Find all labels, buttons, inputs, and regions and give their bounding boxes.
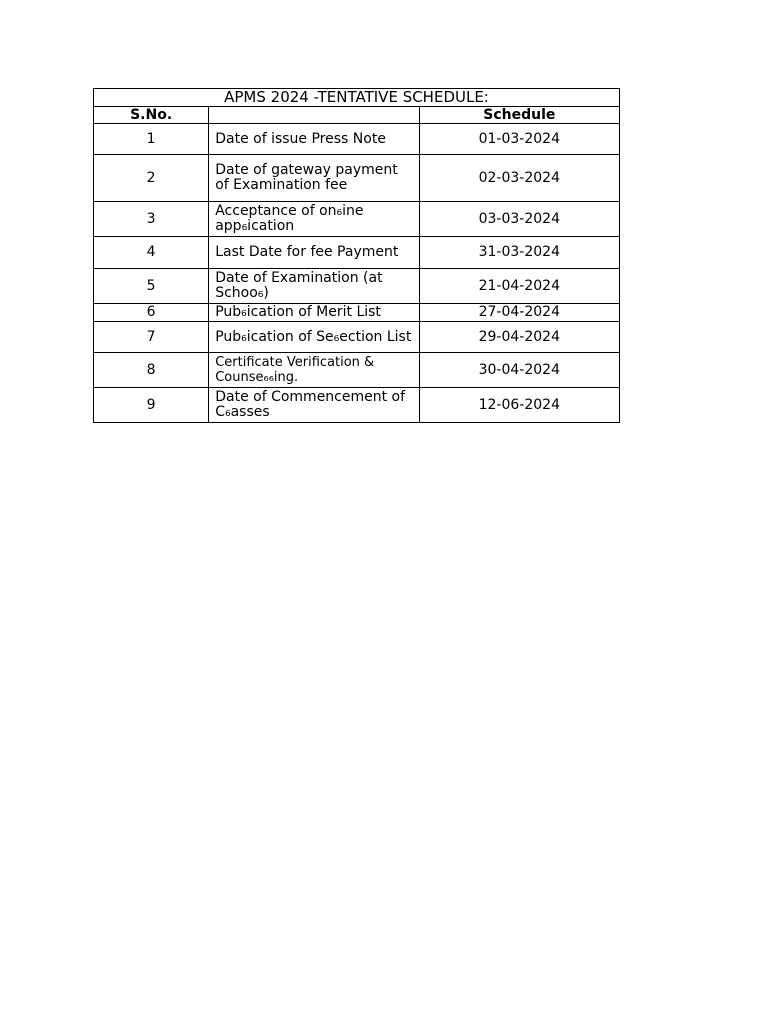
row-date: 29-04-2024 [419,322,619,353]
row-sno: 4 [94,237,209,269]
table-row [94,269,620,304]
header-sno: S.No. [94,107,209,124]
row-sno: 3 [94,202,209,237]
table-row [94,155,620,202]
table-row [94,353,620,388]
table-row [94,304,620,322]
row-sno: 1 [94,124,209,155]
table-title: APMS 2024 -TENTATIVE SCHEDULE: [94,89,620,107]
row-date: 01-03-2024 [419,124,619,155]
row-date: 03-03-2024 [419,202,619,237]
row-date: 02-03-2024 [419,155,619,202]
table-row [94,322,620,353]
row-date: 27-04-2024 [419,304,619,322]
row-event: Date of issue Press Note [209,124,419,155]
row-sno: 9 [94,388,209,423]
row-event: Date of gateway payment of Examination fee [209,155,419,202]
row-sno: 5 [94,269,209,304]
row-event: Last Date for fee Payment [209,237,419,269]
row-sno: 7 [94,322,209,353]
table-row [94,388,620,423]
row-event: Acceptance of on₆ine app₆ication [209,202,419,237]
row-sno: 8 [94,353,209,388]
row-event: Pub₆ication of Se₆ection List [209,322,419,353]
row-date: 30-04-2024 [419,353,619,388]
table-row [94,124,620,155]
row-event: Date of Examination (at Schoo₆) [209,269,419,304]
header-row [94,107,620,124]
table-row [94,237,620,269]
row-event: Date of Commencement of C₆asses [209,388,419,423]
row-sno: 6 [94,304,209,322]
header-event [209,107,419,124]
row-date: 21-04-2024 [419,269,619,304]
schedule-table [93,88,620,423]
header-schedule: Schedule [419,107,619,124]
row-sno: 2 [94,155,209,202]
row-date: 31-03-2024 [419,237,619,269]
row-event: Certificate Verification & Counse₆₆ing. [209,353,419,388]
title-row [94,89,620,107]
table-row [94,202,620,237]
row-event: Pub₆ication of Merit List [209,304,419,322]
row-date: 12-06-2024 [419,388,619,423]
